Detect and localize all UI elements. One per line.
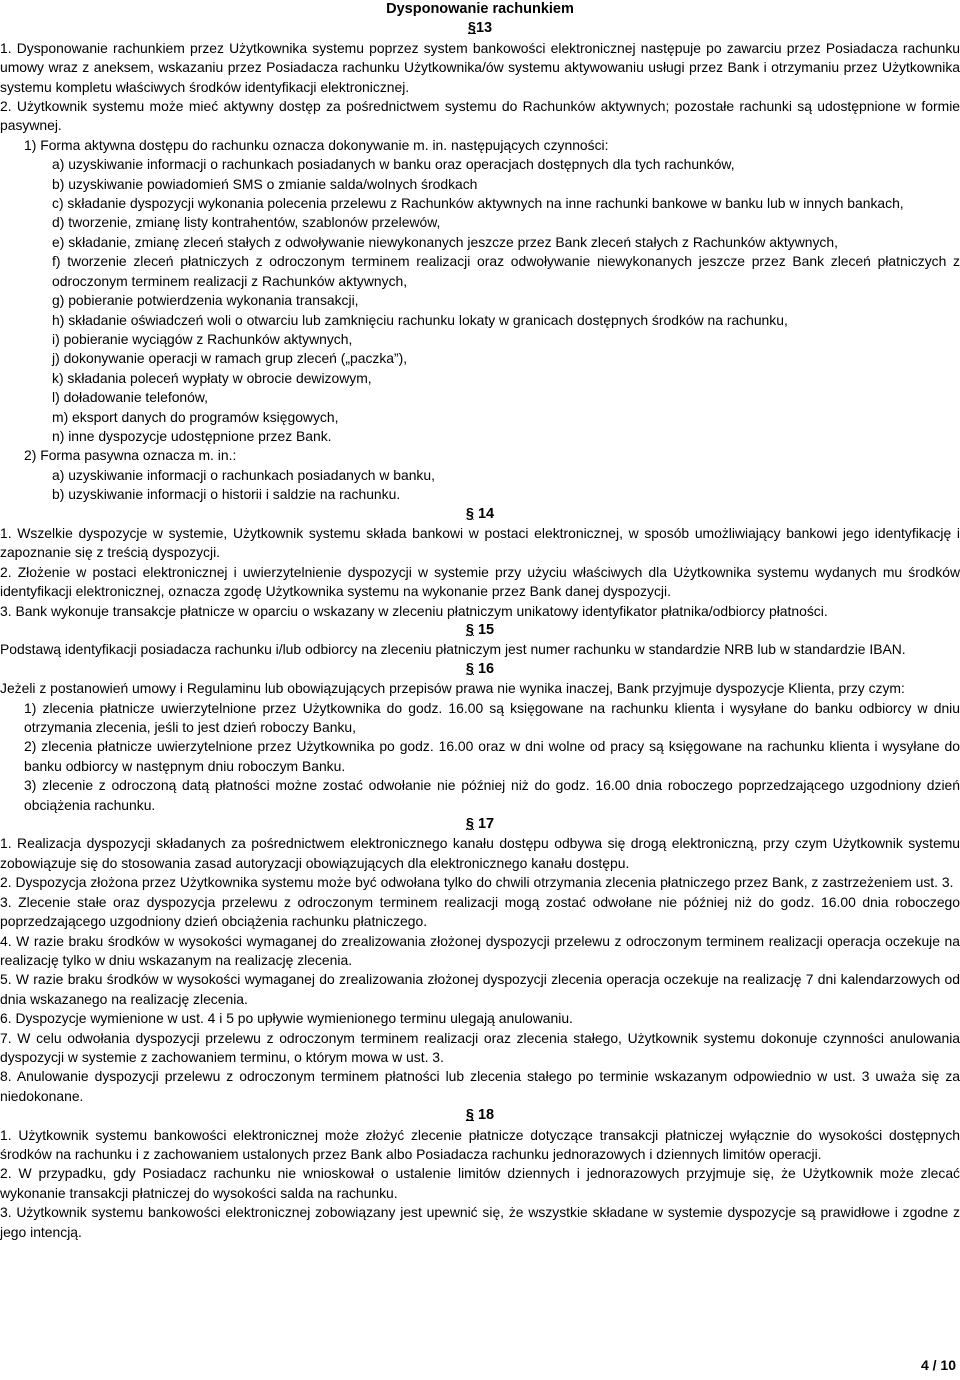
section-13-heading: §13 [467,20,493,37]
list-item: j) dokonywanie operacji w ramach grup zleceń („paczka”), [52,350,408,367]
s16-intro: Jeżeli z postanowień umowy i Regulaminu lub obowiązujących przepisów prawa nie wynika inaczej, Bank przyjmuje dyspozycje Klienta, przy czym: [0,680,905,697]
section-14-number: 14 [477,505,495,522]
section-17-heading: § 17 [465,816,495,833]
section-15-heading: § 15 [465,622,495,638]
list-item: n) inne dyspozycje udostępnione przez Bank. [52,427,332,444]
s13-paragraph-1: 1. Dysponowanie rachunkiem przez Użytkownika systemu poprzez system bankowości elektronicznej następuje po zawarciu przez Posiadacza rachunku umowy wraz z aneksem, wskazaniu przez Posiadacza rachunku Użytkownika/ów systemu aktywowaniu usługi przez Bank i otrzymaniu przez Użytkownika systemu kompletu właściwych środków identyfikacji elektronicznej. [0,39,960,95]
list-item: a) uzyskiwanie informacji o rachunkach posiadanych w banku oraz operacjach dostępnych dla tych rachunków, [52,156,735,173]
s18-paragraph-1: 1. Użytkownik systemu bankowości elektronicznej może złożyć zlecenie płatnicze dotyczące transakcji płatniczej wyłącznie do wysokości dostępnych środków na rachunku i z zachowaniem ustalonych przez Bank albo Posiadacza rachunku jednorazowych i dziennych limitów operacji. [0,1126,960,1162]
list-item: e) składanie, zmianę zleceń stałych z odwoływanie niewykonanych jeszcze przez Bank zleceń stałych z Rachunków aktywnych, [52,233,838,250]
s17-paragraph-4: 4. W razie braku środków w wysokości wymaganej do zrealizowania złożonej dyspozycji przelewu z odroczonym terminem realizacji operacja oczekuje na realizację tylko w dniu wskazanym na realizację zlecenia. [0,932,960,968]
section-16-heading: § 16 [465,660,495,677]
list-item: k) składania poleceń wypłaty w obrocie dewizowym, [52,369,372,386]
list-item: i) pobieranie wyciągów z Rachunków aktywnych, [52,330,353,347]
s13-paragraph-2: 2. Użytkownik systemu może mieć aktywny dostęp za pośrednictwem systemu do Rachunków aktywnych; pozostałe rachunki są udostępnione w formie pasywnej. [0,98,960,134]
s17-paragraph-7: 7. W celu odwołania dyspozycji przelewu z odroczonym terminem realizacji oraz zlecenia stałego, Użytkownik systemu dokonuje czynności anulowania dyspozycji w systemie z zachowaniem terminu, o którym mowa w ust. 3. [0,1029,960,1065]
s18-paragraph-2: 2. W przypadku, gdy Posiadacz rachunku nie wnioskował o ustalenie limitów dziennych i jednorazowych przyjmuje się, że Użytkownik może zlecać wykonanie transakcji płatniczej do wysokości salda na rachunku. [0,1165,960,1201]
list-item: 1) zlecenia płatnicze uwierzytelnione przez Użytkownika do godz. 16.00 są księgowane na rachunku klienta i wysyłane do banku odbiorcy w dniu otrzymania zlecenia, jeśli to jest dzień roboczy Banku, [24,699,960,736]
s15-paragraph: Podstawą identyfikacji posiadacza rachunku i/lub odbiorcy na zleceniu płatniczym jest numer rachunku w standardzie NRB lub w standardzie IBAN. [0,641,906,658]
s13-passive-list [0,466,960,505]
list-item: c) składanie dyspozycji wykonania polecenia przelewu z Rachunków aktywnych na inne rachunki bankowe w banku lub w innych bankach, [52,195,904,212]
list-item: 3) zlecenie z odroczoną datą płatności możne zostać odwołanie nie później niż do godz. 16.00 dnia roboczego poprzedzającego uzgodniony dzień obciążenia rachunku. [24,777,960,813]
page-number: 4 / 10 [920,1357,956,1373]
s14-paragraph-3: 3. Bank wykonuje transakcje płatnicze w oparciu o wskazany w zleceniu płatniczym unikatowy identyfikator płatnika/odbiorcy płatności. [0,602,828,619]
s14-paragraph-2: 2. Złożenie w postaci elektronicznej i uwierzytelnienie dyspozycji w systemie przy użyciu właściwych dla Użytkownika systemu wydanych mu środków identyfikacji elektronicznej, oznacza zgodę Użytkownika systemu na wykonanie przez Bank danej dyspozycji. [0,563,960,600]
s17-paragraph-8: 8. Anulowanie dyspozycji przelewu z odroczonym terminem płatności lub zlecenia stałego po terminie wskazanym odpowiednio w ust. 3 uważa się za niedokonane. [0,1068,960,1104]
s17-paragraph-6: 6. Dyspozycje wymienione w ust. 4 i 5 po upływie wymienionego terminu ulegają anulowaniu. [0,1010,573,1027]
list-item: d) tworzenie, zmianę listy kontrahentów, szablonów przelewów, [52,214,441,231]
s13-passive-intro: 2) Forma pasywna oznacza m. in.: [24,447,237,464]
section-18-heading: § 18 [465,1107,495,1124]
s17-paragraph-1: 1. Realizacja dyspozycji składanych za pośrednictwem elektronicznego kanału dostępu odbywa się drogą elektroniczną, przy czym Użytkownik systemu zobowiązuje się do stosowania zasad autoryzacji obowiązujących dla elektronicznego kanału dostępu. [0,835,960,871]
section-14-heading: § 14 [465,505,495,522]
s14-paragraph-1: 1. Wszelkie dyspozycje w systemie, Użytkownik systemu składa bankowi w postaci elektronicznej, w sposób umożliwiający bankowi jego identyfikację i zapoznanie się z treścią dyspozycji. [0,524,960,561]
s17-paragraph-5: 5. W razie braku środków w wysokości wymaganej do zrealizowania złożonej dyspozycji zlecenia operacja oczekuje na realizację 7 dni kalendarzowych od dnia wskazanego na realizację zlecenia. [0,971,960,1007]
s17-paragraph-2: 2. Dyspozycja złożona przez Użytkownika systemu może być odwołana tylko do chwili otrzymania zlecenia płatniczego przez Bank, z zastrzeżeniem ust. 3. [0,874,954,891]
list-item: m) eksport danych do programów księgowych, [52,408,339,425]
list-item: l) doładowanie telefonów, [52,389,208,406]
s18-paragraph-3: 3. Użytkownik systemu bankowości elektronicznej zobowiązany jest upewnić się, że wszystkie składane w systemie dyspozycje są prawidłowe i zgodne z jego intencją. [0,1204,960,1240]
document-title: Dysponowanie rachunkiem [386,1,574,17]
section-13-number: 13 [475,20,493,37]
list-item: a) uzyskiwanie informacji o rachunkach posiadanych w banku, [52,466,435,483]
s13-active-list [0,155,960,446]
section-15-number: 15 [477,622,495,638]
list-item: b) uzyskiwanie powiadomień SMS o zmianie salda/wolnych środkach [52,175,478,192]
list-item: g) pobieranie potwierdzenia wykonania transakcji, [52,292,359,309]
list-item: 2) zlecenia płatnicze uwierzytelnione przez Użytkownika po godz. 16.00 oraz w dni wolne od pracy są księgowane na rachunku klienta i wysyłane do banku odbiorcy w następnym dniu roboczym Banku. [24,738,960,774]
section-17-number: 17 [477,816,495,833]
s17-paragraph-3: 3. Zlecenie stałe oraz dyspozycja przelewu z odroczonym terminem realizacji mogą zostać odwołane nie później niż do godz. 16.00 dnia roboczego poprzedzającego uzgodniony dzień obciążenia rachunku płatniczego. [0,893,960,930]
s13-active-intro: 1) Forma aktywna dostępu do rachunku oznacza dokonywanie m. in. następujących czynności: [24,136,609,153]
section-18-number: 18 [477,1107,495,1124]
list-item: f) tworzenie zleceń płatniczych z odroczonym terminem realizacji oraz odwoływanie niewykonanych jeszcze przez Bank zleceń płatniczych z odroczonym terminem realizacji z Rachunków aktywnych, [52,253,960,289]
list-item: b) uzyskiwanie informacji o historii i saldzie na rachunku. [52,486,401,503]
section-16-number: 16 [477,660,495,677]
list-item: h) składanie oświadczeń woli o otwarciu lub zamknięciu rachunku lokaty w granicach dostępnych środków na rachunku, [52,311,788,328]
